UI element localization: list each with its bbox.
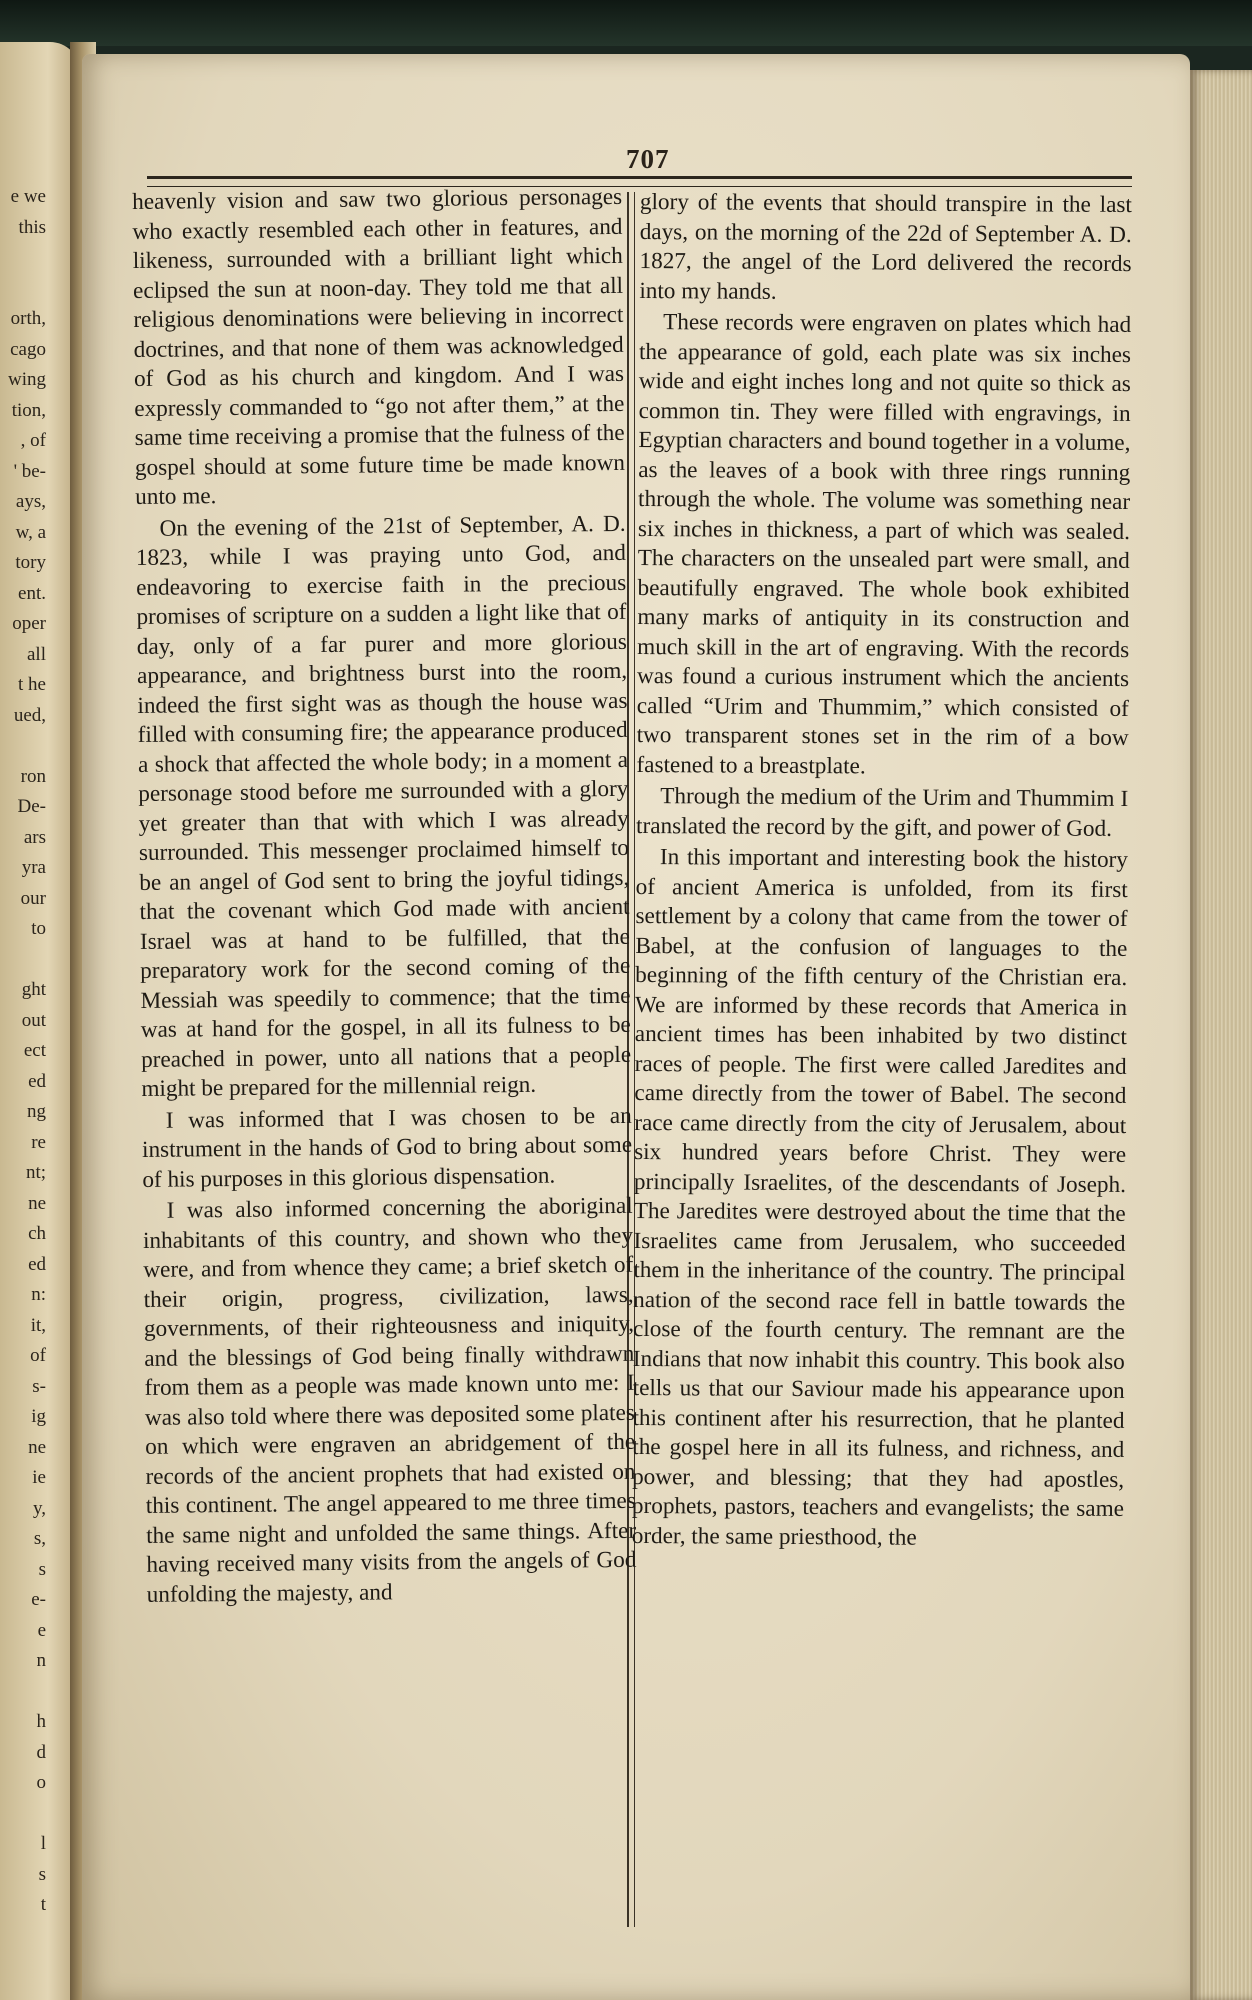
page-edges: [1190, 70, 1252, 2000]
edge-line: ch: [28, 1223, 46, 1244]
edge-line: s: [38, 1863, 46, 1885]
paragraph: glory of the events that should transpire in the last days, on the morning of the 22d of September A. D. 1827, the angel of the Lord delivered the records into my hands.: [639, 188, 1132, 305]
previous-page-text: [8, 182, 46, 1921]
edge-line: ued,: [13, 704, 46, 726]
edge-line: this: [18, 216, 46, 238]
edge-line: ght: [21, 979, 46, 1000]
left-column: [132, 183, 637, 1612]
edge-line: h: [36, 1711, 46, 1732]
edge-line: re: [31, 1131, 46, 1153]
edge-line: y,: [32, 1497, 46, 1519]
edge-line: nt;: [25, 1162, 46, 1183]
edge-line: e-: [31, 1589, 46, 1610]
edge-line: l: [40, 1833, 46, 1854]
paragraph: Through the medium of the Urim and Thummim I translated the record by the gift, and power of God.: [636, 783, 1129, 842]
paragraph: I was also informed concerning the aboriginal inhabitants of this country, and shown who they were, and from whence they came; a brief sketch of their origin, progress, civilization, laws, governments, of their righteousness and iniquity, and the blessings of God being finally withdrawn from them as a people was made known unto me: I was also told where there was deposited some plates on which were engraven an abridgement of the records of the ancient prophets that had existed on this continent. The angel appeared to me three times the same night and unfolded the same things. After having received many visits from the angels of God unfolding the majesty, and: [142, 1192, 637, 1608]
edge-line: ect: [23, 1040, 46, 1061]
edge-line: s-: [32, 1375, 46, 1397]
edge-line: o: [36, 1772, 46, 1793]
edge-line: cago: [10, 338, 46, 360]
edge-line: wing: [8, 369, 46, 390]
edge-line: [8, 945, 46, 976]
edge-line: it,: [30, 1314, 46, 1336]
edge-line: yra: [21, 857, 46, 878]
edge-line: [8, 1799, 46, 1830]
page-number: 707: [626, 144, 670, 174]
paragraph: These records were engraven on plates which had the appearance of gold, each plate was six inches wide and eight inches long and not quite so thick as common tin. They were filled with engravings, in Egyptian characters and bound together in a volume, as the leaves of a book with three rings running through the whole. The volume was something near six inches in thickness, a part of which was sealed. The characters on the unsealed part were small, and beautifully engraved. The whole book exhibited many marks of antiquity in its construction and much skill in the art of engraving. With the records was found a curious instrument which the ancients called “Urim and Thummim,” which consisted of two transparent stones set in the rim of a bow fastened to a breastplate.: [636, 309, 1132, 779]
edge-line: t he: [18, 674, 46, 695]
paragraph: heavenly vision and saw two glorious personages who exactly resembled each other in features, and likeness, surrounded with a brilliant light which eclipsed the sun at noon-day. They told me that all religious denominations were believing in incorrect doctrines, and that none of them was acknowledged of God as his church and kingdom. And I was expressly commanded to “go not after them,” at the same time receiving a promise that the fulness of the gospel should at some future time be made known unto me.: [132, 183, 626, 510]
edge-line: n:: [31, 1284, 46, 1305]
edge-line: , of: [20, 430, 46, 451]
edge-line: e: [37, 1619, 46, 1641]
edge-line: all: [27, 643, 46, 665]
edge-line: ig: [31, 1406, 46, 1427]
edge-line: w, a: [15, 521, 46, 543]
edge-line: out: [21, 1009, 46, 1031]
paragraph: On the evening of the 21st of September, A. D. 1823, while I was praying unto God, and endeavoring to exercise faith in the precious promises of scripture on a sudden a light like that of day, only of a far purer and more glorious appearance, and brightness burst into the room, indeed the first sight was as though the house was filled with consuming fire; the appearance produced a shock that affected the whole body; in a moment a personage stood before me surrounded with a glory yet greater than that with which I was already surrounded. This messenger proclaimed himself to be an angel of God sent to bring the joyful tidings, that the covenant which God made with ancient Israel was at hand to be fulfilled, that the preparatory work for the second coming of the Messiah was speedily to commence; that the time was at hand for the gospel, in all its fulness to be preached in power, unto all nations that a people might be prepared for the millennial reign.: [135, 510, 632, 1102]
edge-line: our: [20, 887, 46, 909]
edge-line: [8, 731, 46, 762]
edge-line: ed: [28, 1070, 46, 1092]
edge-line: to: [31, 918, 46, 939]
edge-line: ng: [27, 1101, 46, 1122]
previous-page-edge: [0, 42, 80, 2000]
edge-line: ron: [20, 765, 46, 787]
edge-line: orth,: [10, 308, 46, 329]
edge-line: s: [38, 1558, 46, 1580]
edge-line: of: [30, 1345, 46, 1366]
edge-line: ent.: [18, 582, 46, 604]
edge-line: ays,: [15, 491, 46, 512]
edge-line: ars: [23, 826, 46, 848]
edge-line: e we: [10, 186, 46, 207]
edge-line: tion,: [11, 399, 46, 421]
edge-line: ne: [28, 1192, 46, 1214]
paragraph: In this important and interesting book the history of ancient America is unfolded, from its first settlement by a colony that came from the tower of Babel, at the confusion of languages to the beginning of the fifth century of the Christian era. We are informed by these records that America in ancient times has been inhabited by two distinct races of people. The first were called Jaredites and came directly from the tower of Babel. The second race came directly from the city of Jerusalem, about six hundred years before Christ. They were principally Israelites, of the descendants of Joseph. The Jaredites were destroyed about the time that the Israelites came from Jerusalem, who succeeded them in the inheritance of the country. The principal nation of the second race fell in battle towards the close of the fourth century. The remnant are the Indians that now inhabit this country. This book also tells us that our Saviour made his appearance upon this continent after his resurrection, that he planted the gospel here in all its fulness, and richness, and power, and blessing; that they had apostles, prophets, pastors, teachers and evangelists; the same order, the same priesthood, the: [631, 844, 1128, 1551]
edge-line: ' be-: [13, 460, 46, 482]
book-binding-top: [0, 0, 1252, 46]
edge-line: [8, 1677, 46, 1708]
edge-line: De-: [17, 796, 46, 817]
edge-line: ie: [32, 1467, 46, 1488]
right-column: [632, 188, 1132, 1556]
edge-line: [8, 243, 46, 274]
edge-line: ne: [28, 1436, 46, 1458]
edge-line: s,: [33, 1528, 46, 1549]
edge-line: oper: [12, 613, 46, 634]
edge-line: d: [36, 1741, 46, 1763]
edge-line: [8, 274, 46, 305]
edge-line: t: [40, 1894, 46, 1915]
edge-line: tory: [15, 552, 46, 573]
edge-line: ed: [28, 1253, 46, 1275]
edge-line: n: [36, 1650, 46, 1671]
paragraph: I was informed that I was chosen to be an instrument in the hands of God to bring about some of his purposes in this glorious dispensation.: [141, 1102, 633, 1193]
